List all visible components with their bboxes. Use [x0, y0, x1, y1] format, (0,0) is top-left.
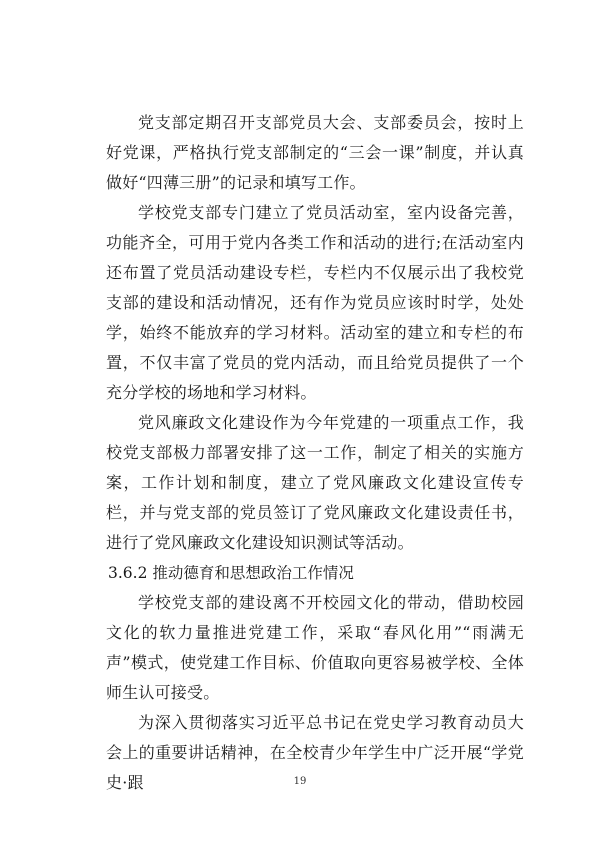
paragraph-activity-room: 学校党支部专门建立了党员活动室，室内设备完善，功能齐全，可用于党内各类工作和活动的进行;在活动室内还布置了党员活动建设专栏，专栏内不仅展示出了我校党支部的建设和活动情况，还有作为党员应该时时学，处处学，始终不能放弃的学习材料。活动室的建立和专栏的布置，不仅丰富了党员的党内活动，而且给党员提供了一个充分学校的场地和学习材料。: [106, 203, 524, 402]
page-body: [106, 108, 524, 798]
paragraph-party-meetings: 党支部定期召开支部党员大会、支部委员会，按时上好党课，严格执行党支部制定的“三会一课”制度，并认真做好“四薄三册”的记录和填写工作。: [106, 113, 524, 192]
paragraph-integrity-culture: 党风廉政文化建设作为今年党建的一项重点工作，我校党支部极力部署安排了这一工作，制定了相关的实施方案，工作计划和制度，建立了党风廉政文化建设宣传专栏，并与党支部的党员签订了党风廉政文化建设责任书，进行了党风廉政文化建设知识测试等活动。: [106, 413, 524, 552]
paragraph-party-history: 为深入贯彻落实习近平总书记在党史学习教育动员大会上的重要讲话精神，在全校青少年学生中广泛开展“学党史·跟: [106, 713, 524, 792]
section-heading: 3.6.2 推动德育和思想政治工作情况: [108, 564, 354, 582]
paragraph-campus-culture: 学校党支部的建设离不开校园文化的带动，借助校园文化的软力量推进党建工作，采取“春风化用”“雨满无声”模式，使党建工作目标、价值取向更容易被学校、全体师生认可接受。: [106, 593, 524, 702]
page-number: 19: [293, 776, 307, 787]
